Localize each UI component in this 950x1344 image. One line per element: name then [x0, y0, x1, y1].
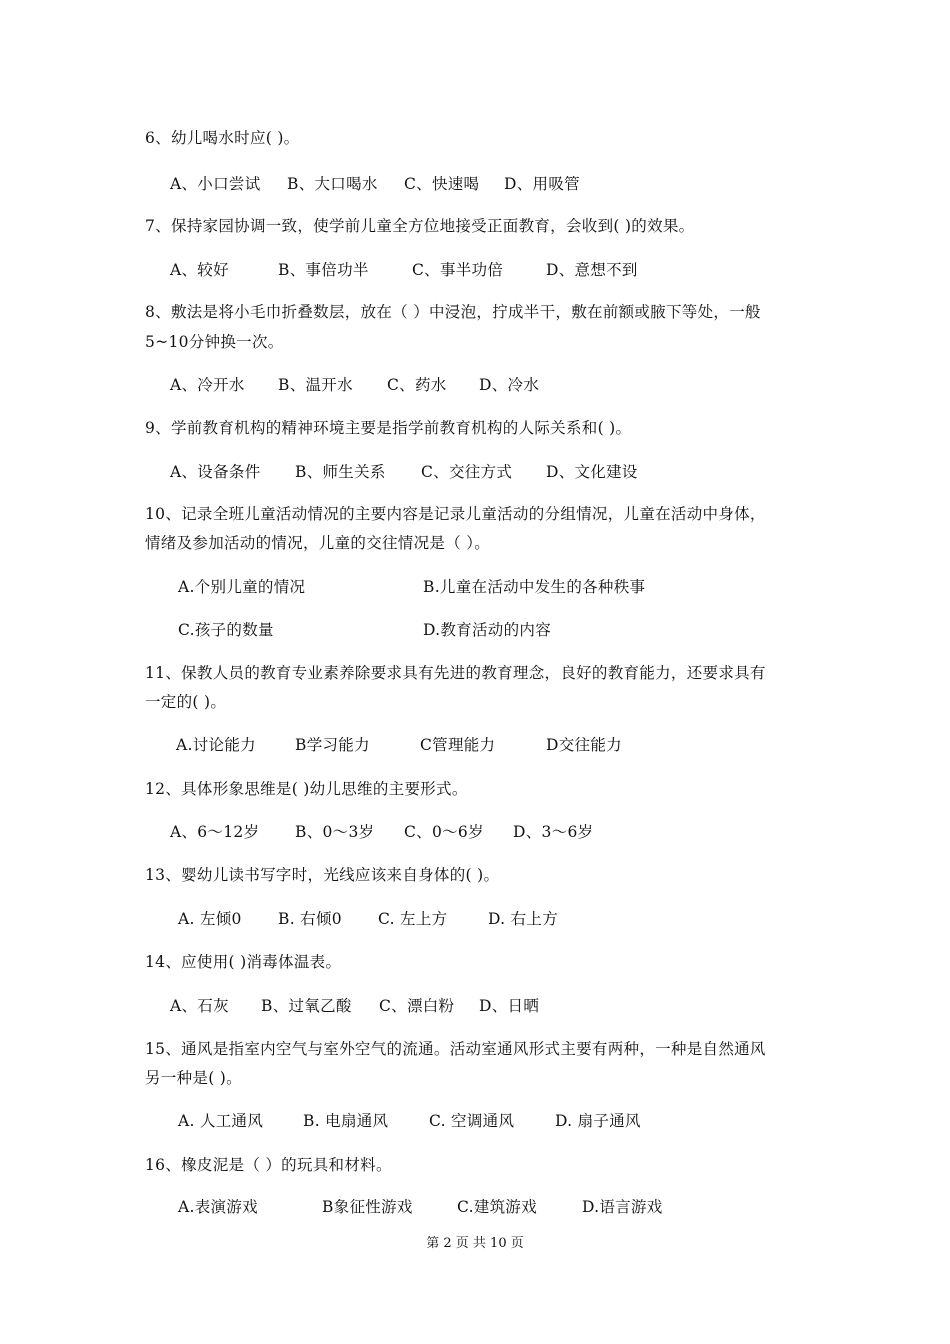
question-16-option-d: D.语言游戏	[582, 1198, 663, 1216]
question-8-option-b: B、温开水	[278, 376, 353, 394]
question-9-option-c: C、交往方式	[421, 463, 513, 481]
question-11-option-d: D交往能力	[546, 736, 622, 754]
question-10-option-c: C.孩子的数量	[178, 621, 274, 639]
question-8-option-d: D、冷水	[479, 376, 540, 394]
question-12-option-a: A、6～12岁	[170, 823, 260, 841]
question-14-option-c: C、漂白粉	[379, 997, 455, 1015]
question-13-option-a: A. 左倾0	[178, 910, 242, 928]
question-10-option-a: A.个别儿童的情况	[178, 578, 306, 596]
question-6-option-a: A、小口尝试	[170, 175, 261, 193]
question-12-option-b: B、0～3岁	[295, 823, 375, 841]
question-7-option-d: D、意想不到	[546, 261, 638, 279]
question-12-option-c: C、0～6岁	[404, 823, 484, 841]
question-14-option-b: B、过氧乙酸	[261, 997, 352, 1015]
question-6-stem: 6、幼儿喝水时应( )。	[145, 129, 300, 147]
question-7-option-a: A、较好	[170, 261, 229, 279]
question-13-option-b: B. 右倾0	[278, 910, 342, 928]
question-10-option-d: D.教育活动的内容	[423, 621, 552, 639]
question-16-option-b: B象征性游戏	[322, 1198, 413, 1216]
question-9-option-a: A、设备条件	[170, 463, 261, 481]
question-11-option-b: B学习能力	[295, 736, 370, 754]
question-7-stem: 7、保持家园协调一致，使学前儿童全方位地接受正面教育，会收到( )的效果。	[145, 217, 695, 235]
question-15-option-c: C. 空调通风	[429, 1112, 515, 1130]
question-15-option-b: B. 电扇通风	[303, 1112, 389, 1130]
question-11-option-a: A.讨论能力	[176, 736, 256, 754]
question-14-option-d: D、日晒	[479, 997, 540, 1015]
question-8-stem-line-2: 5~10分钟换一次。	[145, 333, 284, 351]
question-15-stem-line-2: 另一种是( )。	[145, 1069, 242, 1087]
question-11-option-c: C管理能力	[420, 736, 496, 754]
question-13-option-c: C. 左上方	[378, 910, 448, 928]
question-16-option-a: A.表演游戏	[178, 1198, 258, 1216]
question-9-option-d: D、文化建设	[546, 463, 638, 481]
question-6-option-c: C、快速喝	[404, 175, 480, 193]
question-8-stem-line-1: 8、敷法是将小毛巾折叠数层，放在（ ）中浸泡，拧成半干，敷在前额或腋下等处，一般	[145, 303, 761, 321]
question-10-stem-line-1: 10、记录全班儿童活动情况的主要内容是记录儿童活动的分组情况，儿童在活动中身体，	[145, 505, 766, 523]
question-14-option-a: A、石灰	[170, 997, 229, 1015]
question-12-stem: 12、具体形象思维是( )幼儿思维的主要形式。	[145, 780, 468, 798]
question-12-option-d: D、3～6岁	[513, 823, 594, 841]
question-8-option-c: C、药水	[387, 376, 447, 394]
question-14-stem: 14、应使用( )消毒体温表。	[145, 953, 342, 971]
question-11-stem-line-2: 一定的( )。	[145, 693, 227, 711]
question-13-option-d: D. 右上方	[488, 910, 559, 928]
question-7-option-b: B、事倍功半	[278, 261, 369, 279]
question-16-option-c: C.建筑游戏	[457, 1198, 538, 1216]
question-6-option-d: D、用吸管	[504, 175, 580, 193]
question-10-option-b: B.儿童在活动中发生的各种秩事	[423, 578, 646, 596]
question-16-stem: 16、橡皮泥是（ ）的玩具和材料。	[145, 1156, 392, 1174]
question-15-option-a: A. 人工通风	[178, 1112, 264, 1130]
question-8-option-a: A、冷开水	[170, 376, 245, 394]
question-7-option-c: C、事半功倍	[412, 261, 504, 279]
question-15-option-d: D. 扇子通风	[555, 1112, 641, 1130]
question-6-option-b: B、大口喝水	[287, 175, 378, 193]
question-9-stem: 9、学前教育机构的精神环境主要是指学前教育机构的人际关系和( )。	[145, 419, 632, 437]
question-10-stem-line-2: 情绪及参加活动的情况，儿童的交往情况是（ ）。	[145, 534, 491, 552]
question-9-option-b: B、师生关系	[295, 463, 386, 481]
question-15-stem-line-1: 15、通风是指室内空气与室外空气的流通。活动室通风形式主要有两种，一种是自然通风	[145, 1040, 766, 1058]
page-footer: 第 2 页 共 10 页	[426, 1236, 524, 1251]
question-11-stem-line-1: 11、保教人员的教育专业素养除要求具有先进的教育理念，良好的教育能力，还要求具有	[145, 664, 766, 682]
question-13-stem: 13、婴幼儿读书写字时，光线应该来自身体的( )。	[145, 866, 500, 884]
